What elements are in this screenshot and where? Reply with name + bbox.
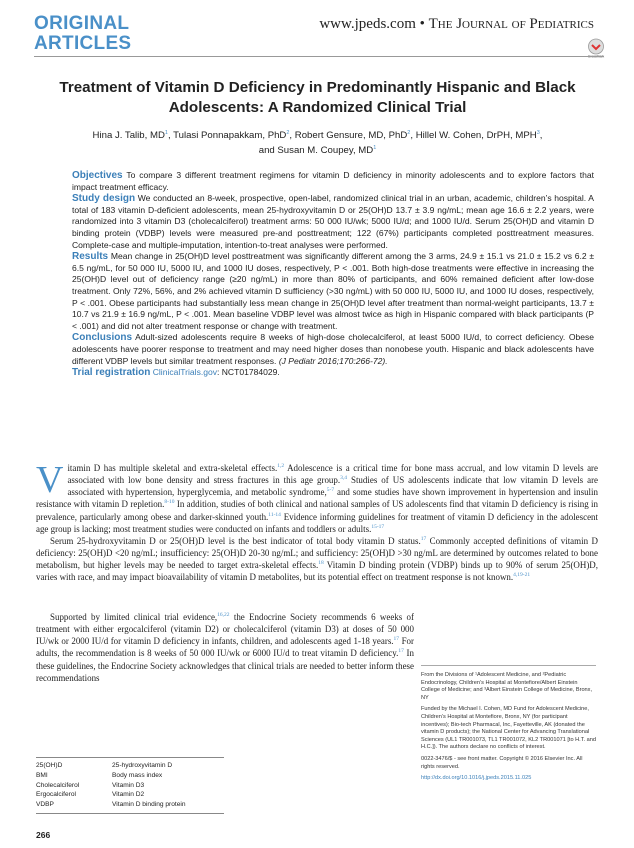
- conclusions-heading: Conclusions: [72, 332, 133, 344]
- ref[interactable]: 3,4: [340, 475, 347, 482]
- ref[interactable]: 4,19-21: [513, 572, 531, 579]
- header-divider: [34, 56, 604, 57]
- abbreviation-row: [36, 790, 224, 800]
- body-p3d: In these guidelines, the Endocrine Society acknowledges that clinical trials are needed to better inform these recommendations: [36, 648, 414, 683]
- design-heading: Study design: [72, 193, 136, 205]
- body-p1b: Adolescence is a critical time for bone mass accrual, and low vitamin D levels are associated with low bone density and stress fractures in this age group.: [67, 463, 599, 486]
- abstract: [72, 170, 594, 379]
- body-paragraph-3: [36, 611, 414, 684]
- ref[interactable]: 17: [398, 648, 404, 655]
- body-paragraph-1: [36, 459, 599, 535]
- funding-statement: Funded by the Michael I. Cohen, MD Fund for Adolescent Medicine, Children’s Hospital at Montefiore, Bronx, NY (for participant incentives); Bio-tech Pharmacal, Inc, Fayetteville, AK (donated the vitamin D products); the National Center for Advancing Translational Sciences (UL1 TR001073, TL1 TR001072, KL2 TR001071 [to H.T. and H.C.]). The authors declare no conflicts of interest.: [421, 706, 596, 751]
- results-heading: Results: [72, 251, 109, 263]
- abbreviation-term: BMI: [36, 771, 48, 779]
- citation: (J Pediatr 2016;170:266-72).: [278, 355, 388, 366]
- article-title: Treatment of Vitamin D Deficiency in Predominantly Hispanic and Black Adolescents: A Randomized Clinical Trial: [59, 79, 576, 116]
- author-5: and Susan M. Coupey, MD: [258, 145, 374, 156]
- ref[interactable]: 8-10: [164, 499, 175, 506]
- body-p1a: itamin D has multiple skeletal and extra-skeletal effects.: [67, 463, 278, 473]
- ref[interactable]: 16,22: [217, 612, 230, 619]
- body-p3c: For adults, the recommendation is 8 weeks of 50 000 IU/wk or 6000 IU/d to treat vitamin D deficiency.: [36, 636, 414, 659]
- body-p3a: Supported by limited clinical trial evidence,: [50, 612, 218, 622]
- affiliation-divider: [421, 665, 596, 666]
- journal-site-link[interactable]: www.jpeds.com: [319, 16, 416, 32]
- page-number: 266: [36, 830, 51, 840]
- clinicaltrials-link[interactable]: ClinicalTrials.gov: [152, 367, 218, 378]
- copyright: 0022-3476/$ - see front matter. Copyright © 2016 Elsevier Inc. All rights reserved.: [421, 755, 583, 770]
- ref[interactable]: 1,2: [277, 463, 285, 470]
- crossmark-icon[interactable]: [586, 38, 606, 58]
- body-p2c: Vitamin D binding protein (VDBP) binds up to 90% of serum 25(OH)D, varies with race, and may impact bioavailability of vitamin D metabolites, but its potential effect on treatment response is not known.: [36, 560, 598, 583]
- body-text-narrow: [36, 611, 414, 684]
- author-4: Hillel W. Cohen, DrPH, MPH: [415, 130, 537, 141]
- body-p3b: the Endocrine Society recommends 6 weeks of treatment with either ergocalciferol (vitamin D2) or cholecalciferol (vitamin D3) at doses of 50 000 IU/wk or 2000 IU/d for vitamin D deficiency in infants, children, and adolescents aged 1-18 years.: [36, 612, 414, 647]
- abbreviation-row: [36, 771, 224, 781]
- abbreviation-term: Ergocalciferol: [36, 791, 76, 799]
- body-p1e: In addition, studies of both clinical and national samples of US adolescents find that vitamin D deficiency is rising in prevalence, particularly among obese and darker-skinned youth.: [36, 499, 598, 522]
- author-list: Hina J. Talib, $MD^1$, Tulasi Ponnapakkam, PhD$^2$, Robert Gensure, MD, PhD$^2$, Hillel W. Cohen, DrPH, MPH$^3$, and Susan M. Coupey, $MD^1$: [92, 129, 543, 156]
- results-text: Mean change in 25(OH)D level posttreatment was significantly different among the 3 arms, 24.9 ± 15.1 vs 21.0 ± 15.2 vs 6.2 ± 6.5 ng/mL, for 50 000 IU, 5000 IU, and 1000 IU doses, respectively, P < .001. Both high-dose treatments were effective in increasing the 25(OH)D level out of deficiency range (≥20 ng/mL) in more than 80% of participants, and 60% remained deficient after low-dose treatment. Only 72%, 56%, and 2% achieved vitamin D sufficiency (>30 ng/mL) with 50 000 IU, 5000 IU, and 1000 IU doses, respectively, P < .001. Obese participants had substantially less mean change in 25(OH)D level after treatment than normal-weight participants, 13.7 ± 10.7 vs 21.9 ± 16.9 ng/mL, P < .001. Mean baseline VDBP level was almost twice as high in Hispanic compared with black participants (P < .001) and did not alter treatment response or change with treatment.: [72, 251, 595, 331]
- abstract-registration: [72, 367, 594, 379]
- conclusions-text: Adult-sized adolescents require 8 weeks of high-dose cholecalciferol, at least 5000 IU/d, to correct deficiency. Obese adolescents have poorer response to treatment and may need higher doses than nonobese youth. Hispanic and black adolescents have different VDBP levels but similar treatment responses.: [72, 332, 595, 366]
- abstract-objectives: [72, 170, 594, 193]
- ref[interactable]: 17: [393, 636, 400, 643]
- body-p1f: Evidence informing guidelines for treatment of vitamin D deficiency in the adolescent age group is lacking; most treatment studies were conducted on infants and toddlers or adults.: [36, 511, 598, 534]
- body-paragraph-2: [36, 535, 598, 584]
- abbreviation-definition: Vitamin D2: [112, 791, 145, 799]
- abbreviation-definition: Vitamin D binding protein: [112, 801, 186, 809]
- journal-header: [319, 16, 594, 33]
- journal-name: The Journal of Pediatrics: [428, 16, 594, 32]
- abbreviation-row: [36, 781, 224, 791]
- abbreviation-row: [36, 761, 224, 771]
- author-1: Hina J. Talib, MD: [92, 130, 165, 141]
- body-p2b: Commonly accepted definitions of vitamin D deficiency: 25(OH)D <20 ng/mL; insufficiency: 25(OH)D 20-30 ng/mL; and sufficiency: 25(OH)D >30 ng/mL are determined by outcomes related to bone metabolism, but higher levels may be needed to target extra-skeletal effects.: [36, 535, 598, 571]
- author-5-affil: 1: [373, 144, 377, 151]
- ref[interactable]: 11-14: [268, 511, 281, 518]
- section-label-line2: ARTICLES: [34, 33, 132, 54]
- section-label: [34, 14, 131, 54]
- affiliations: [421, 672, 596, 787]
- abbreviation-term: 25(OH)D: [36, 762, 63, 769]
- objectives-text: To compare 3 different treatment regimens for vitamin D deficiency in minority adolescents and to explore factors that impact treatment efficacy.: [72, 170, 594, 192]
- ref[interactable]: 5-7: [326, 487, 335, 494]
- abstract-design: [72, 193, 594, 251]
- author-2-affil: 2: [286, 129, 290, 136]
- dropcap: V: [36, 459, 64, 501]
- author-3: Robert Gensure, MD, PhD: [294, 130, 408, 141]
- ref[interactable]: 17: [420, 535, 427, 542]
- author-2: Tulasi Ponnapakkam, PhD: [173, 130, 287, 141]
- abbreviation-term: Cholecalciferol: [36, 781, 80, 789]
- abbreviation-row: [36, 800, 224, 810]
- doi-link[interactable]: http://dx.doi.org/10.1016/j.jpeds.2015.11.025: [421, 775, 532, 782]
- abbreviation-definition: 25-hydroxyvitamin D: [112, 762, 173, 769]
- registration-id: : NCT01784029.: [217, 367, 280, 378]
- body-p1c: Studies of US adolescents indicate that low vitamin D levels are associated with hypertension, hyperglycemia, and metabolic syndrome,: [67, 475, 599, 498]
- affiliation-from: From the Divisions of ¹Adolescent Medicine, and ²Pediatric Endocrinology, Children’s Hospital at Montefiore/Albert Einstein College of Medicine; and ³Albert Einstein College of Medicine, Bronx, NY: [421, 672, 593, 701]
- crossmark-label: CrossMark: [587, 54, 605, 58]
- abstract-results: [72, 251, 594, 332]
- abbreviations-table: [36, 757, 224, 814]
- header-bullet: •: [419, 16, 425, 32]
- ref[interactable]: 15-17: [371, 523, 385, 530]
- design-text: We conducted an 8-week, prospective, open-label, randomized clinical trial in an urban, academic, children’s hospital. A total of 183 vitamin D-deficient adolescents, mean 25-hydroxyvitamin D or 25(OH)D 13.7 ± 3.9 ng/mL; mean age 16.6 ± 2.2 years, were randomized into 3 vitamin D3 (cholecalciferol) treatment arms: 50 000 IU/wk; 5000 IU/d; and 1000 IU/d. Serum 25(OH)D and vitamin D binding protein (VDBP) levels were measured pre-and posttreatment; 122 (67%) participants completed posttreatment measures. Complete-case and multiple-imputation, intention-to-treat analyses were performed.: [72, 193, 594, 250]
- body-p2a: Serum 25-hydroxyvitamin D or 25(OH)D level is the best indicator of total body vitamin D status.: [50, 535, 421, 546]
- abbreviation-term: VDBP: [36, 801, 54, 809]
- abbreviation-definition: Vitamin D3: [112, 781, 145, 789]
- section-label-line1: ORIGINAL: [34, 13, 130, 34]
- body-text-full: [36, 459, 599, 584]
- author-1-affil: 1: [164, 129, 168, 136]
- body-p1d: and some studies have shown improvement in hypertension and insulin resistance with vitamin D repletion.: [36, 487, 598, 510]
- author-4-affil: 3: [536, 129, 540, 136]
- objectives-heading: Objectives: [72, 170, 123, 181]
- author-3-affil: 2: [407, 129, 411, 136]
- abbreviation-definition: Body mass index: [112, 771, 163, 779]
- ref[interactable]: 18: [318, 560, 324, 567]
- abstract-conclusions: [72, 332, 594, 367]
- registration-heading: Trial registration: [72, 367, 151, 379]
